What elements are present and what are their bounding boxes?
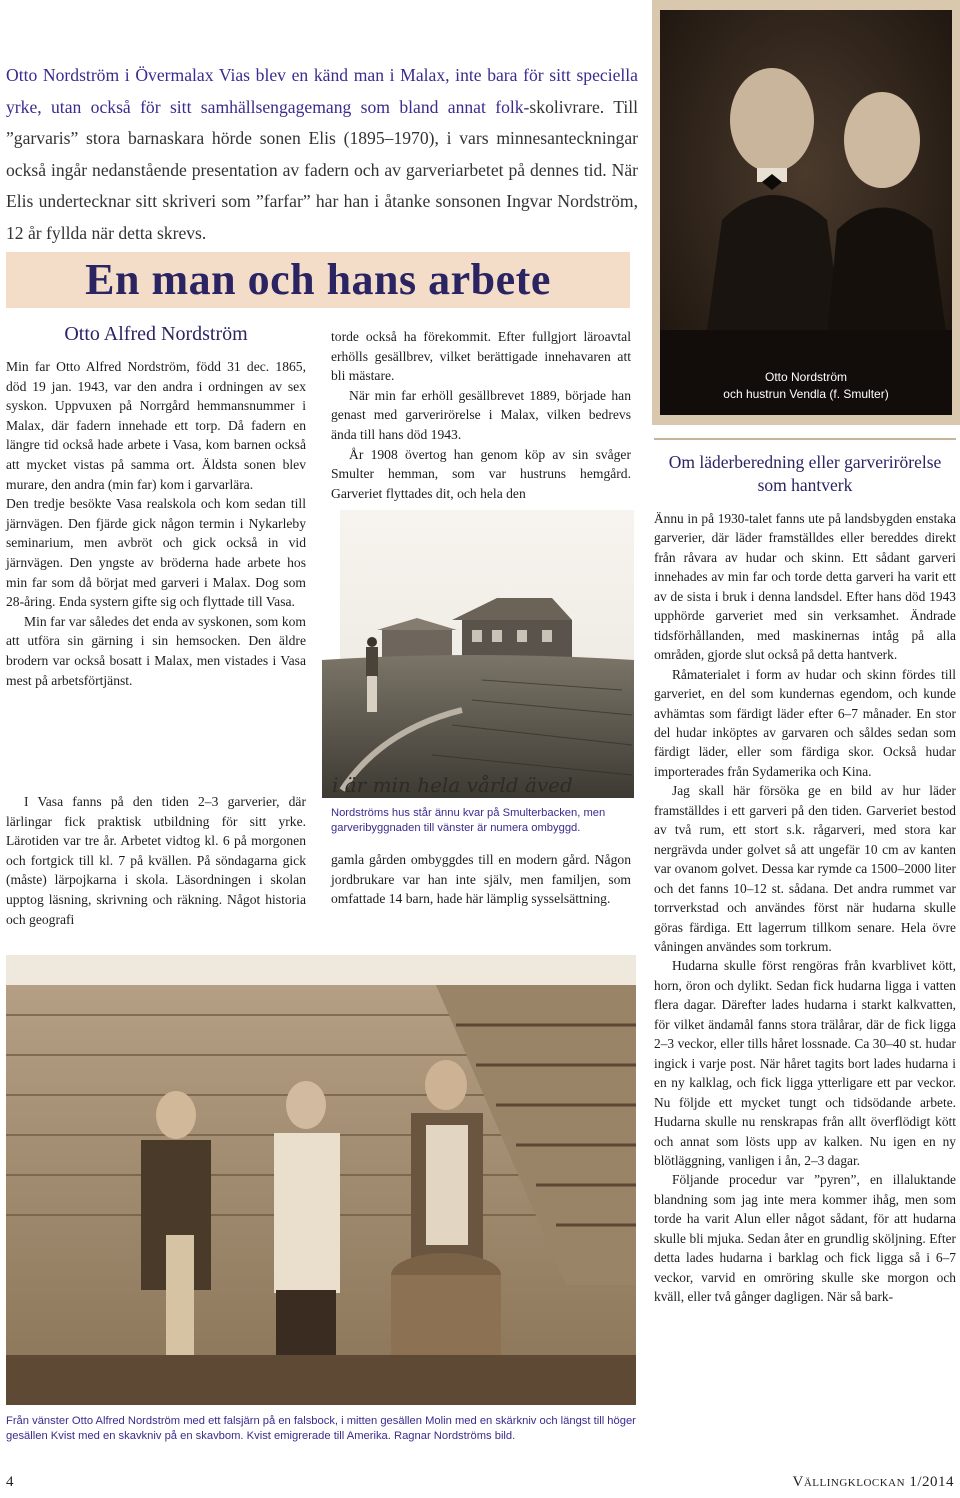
- col2-paragraph-1: torde också ha förekommit. Efter fullgjort läroavtal erhölls gesällbrev, vilket berättigade innehavaren att bli mästare.: [331, 329, 631, 384]
- workers-photo-image: [6, 955, 636, 1405]
- col2-paragraph-2: När min far erhöll gesällbrevet 1889, började han genast med garverirörelse i Malax, vilken bedrevs ända till hans död 1943.: [331, 387, 631, 442]
- col2-paragraph-4: gamla gården ombyggdes till en modern gård. Någon jordbrukare var han inte själv, men familjen, som omfattade 14 barn, hade här lämplig sysselsättning.: [331, 852, 631, 907]
- col2-paragraph-3: År 1908 övertog han genom köp av sin svåger Smulter hemman, som var hustruns hemgård. Garveriet flyttades dit, och hela den: [331, 446, 631, 501]
- column-2-bottom: [331, 850, 631, 909]
- sidebar-paragraph-4: Hudarna skulle först rengöras från kvarblivet kött, horn, öron och dylikt. Sedan fick hudarna ligga i vatten flera dagar. Därefter lades hudarna i starkt kalkvatten, för vilket ändamål fanns stora trälårar, där de fick ligga 2–3 veckor, eller tills håret lossnade. Ca 30–40 st. hudar ingick i varje post. När håret tagits bort lades hudarna i en ny kalklag, och fick ligga ytterligare ett par veckor. Nu följde ett mycket tungt och tidsödande arbete. Hudarna skulle nu renskrapas från allt överflödigt kött och annat som lösts upp av kalken. Nu igen en ny blötläggning, vanligen i ån, 2–3 dagar.: [654, 958, 956, 1168]
- col1-paragraph-2: Den tredje besökte Vasa realskola och kom sedan till järnvägen. Den fjärde gick någon termin i Nykarleby seminarium, men avbröt och gick också in vid järnvägen. Den yngste av bröderna hade arbete hos min far som då börjat med garveri i Malax. Dog som 28-åring. Enda systern gifte sig och flyttade till Vasa.: [6, 496, 306, 610]
- sidebar-rule: [654, 438, 956, 440]
- portrait-caption-line2: och hustrun Vendla (f. Smulter): [723, 387, 889, 401]
- page-number: 4: [6, 1474, 14, 1490]
- intro-paragraph: [6, 60, 638, 249]
- column-2: [331, 327, 631, 503]
- portrait-photo: [652, 0, 960, 425]
- sidebar-paragraph-2: Råmaterialet i form av hudar och skinn fördes till garveriet, en del som kundernas egendom, och kunde avhämtas som färdigt läder efter 6–7 månader. En stor del hudar inköptes av garvaren och såldes sedan som färdigt läder, eller som färdiga skor. Också hudar importerades från Sydamerika och Kina.: [654, 666, 956, 779]
- farm-photo-handwriting: i är min hela vårld äved: [332, 773, 573, 797]
- article-title: En man och hans arbete: [85, 255, 551, 304]
- farm-photo: [322, 510, 634, 798]
- intro-lead: Otto Nordström i Övermalax Vias blev en känd man i Malax, inte bara för sitt speciella yrke, utan också för sitt samhällsengagemang som bland annat folk-: [6, 65, 638, 117]
- workers-caption: Från vänster Otto Alfred Nordström med ett falsjärn på en falsbock, i mitten gesällen Molin med en skärkniv och längst till höger gesällen Kvist med en skavkniv på en skavbom. Kvist emigrerade till Amerika. Ragnar Nordströms bild.: [6, 1415, 636, 1442]
- intro-rest: skolivrare. Till ”garvaris” stora barnaskara hörde sonen Elis (1895–1970), i vars minnesanteckningar också ingår nedanstående presentation av fadern och av garveriarbetet på dennes tid. När Elis undertecknar sitt skriveri som ”farfar” har han i åtanke sonsonen Ingvar Nordström, 12 år fyllda när detta skrevs.: [6, 96, 638, 243]
- article-subtitle: Otto Alfred Nordström: [64, 323, 248, 345]
- col1-paragraph-1: Min far Otto Alfred Nordström, född 31 dec. 1865, död 19 jan. 1943, var den andra i ordningen av sex syskon. Uppvuxen på Norrgård hemmansnummer i Malax, där fadern innehade ett torp. Då fadern en längre tid också hade arbete i Vasa, kom barnen också att mycket vistas på samma ort. Äldsta sonen blev murare, den andra (min far) kom i garvarlära.: [6, 359, 306, 492]
- sidebar-paragraph-5: Följande procedur var ”pyren”, en illaluktande blandning som jag inte mera kommer ihåg, men som torde ha varit Alun eller något sådant, för att hudarna skulle bli mjuka. Sedan åter en grundlig sköljning. Efter detta lades hudarna i barklag och fick ligga så i 6–7 veckor, varvid en omröring skulle ske morgon och kväll, eller två gånger dagligen. När så bark-: [654, 1172, 956, 1305]
- col1-paragraph-3: Min far var således det enda av syskonen, som kom att utföra sin gärning i sin hemsocken. Den äldre brodern var också bosatt i Malax, men vistades i Vasa mest på arbetsförtjänst.: [6, 613, 306, 688]
- magazine-name: Vällingklockan 1/2014: [792, 1474, 954, 1490]
- sidebar-paragraph-3: Jag skall här försöka ge en bild av hur läder framställdes i ett garveri på den tiden. Garveriet bestod av två rum, ett stort s.k. rågarveri, med stora kar nergrävda under golvet så att ungefär 10 cm av kanten var ovanom golvet. Dessa kar rymde ca 1500–2000 liter och det fanns 10–12 st. sådana. Det andra rummet var torrverkstad och användes först när hudarna skulle göras färdiga. Ett lagerrum tillkom senare. Hela övre våningen användes som torkrum.: [654, 783, 956, 954]
- farm-caption: Nordströms hus står ännu kvar på Smulterbacken, men garveribyggnaden till vänster är numera ombyggd.: [331, 807, 606, 834]
- col1-paragraph-4: I Vasa fanns på den tiden 2–3 garverier, där lärlingar fick praktisk utbildning för sitt yrke. Lärotiden var tre år. Arbetet vidtog kl. 6 på morgonen och fortgick till kl. 7 på kvällen. På söndagarna gick (måste) lärpojkarna i skola. Läsordningen i skolan upptog läsning, skrivning och räkning. Något historia och geografi: [6, 794, 306, 927]
- sidebar-body: [654, 509, 956, 1307]
- workers-photo: [6, 955, 636, 1405]
- portrait-photo-image: [652, 0, 960, 425]
- sidebar-title: Om läderberedning eller garverirörelse som hantverk: [668, 452, 942, 495]
- farm-photo-image: [322, 510, 634, 798]
- column-1-bottom: [6, 792, 306, 929]
- column-1: [6, 357, 306, 690]
- portrait-caption: [700, 369, 912, 403]
- sidebar-paragraph-1: Ännu in på 1930-talet fanns ute på landsbygden enstaka garverier, där läder framställdes eller bereddes direkt från råvara av hudar och skinn. Ett sådant garveri innehades av min far och torde detta garveri ha varit ett av de sista i bruk i denna landsdel. Efter hans död 1943 upphörde garveriet med sin verksamhet. Ändrade tidsförhållanden, med maskinernas intåg på alla områden, gjorde slut också på detta hantverk.: [654, 511, 956, 663]
- portrait-caption-line1: Otto Nordström: [764, 370, 848, 384]
